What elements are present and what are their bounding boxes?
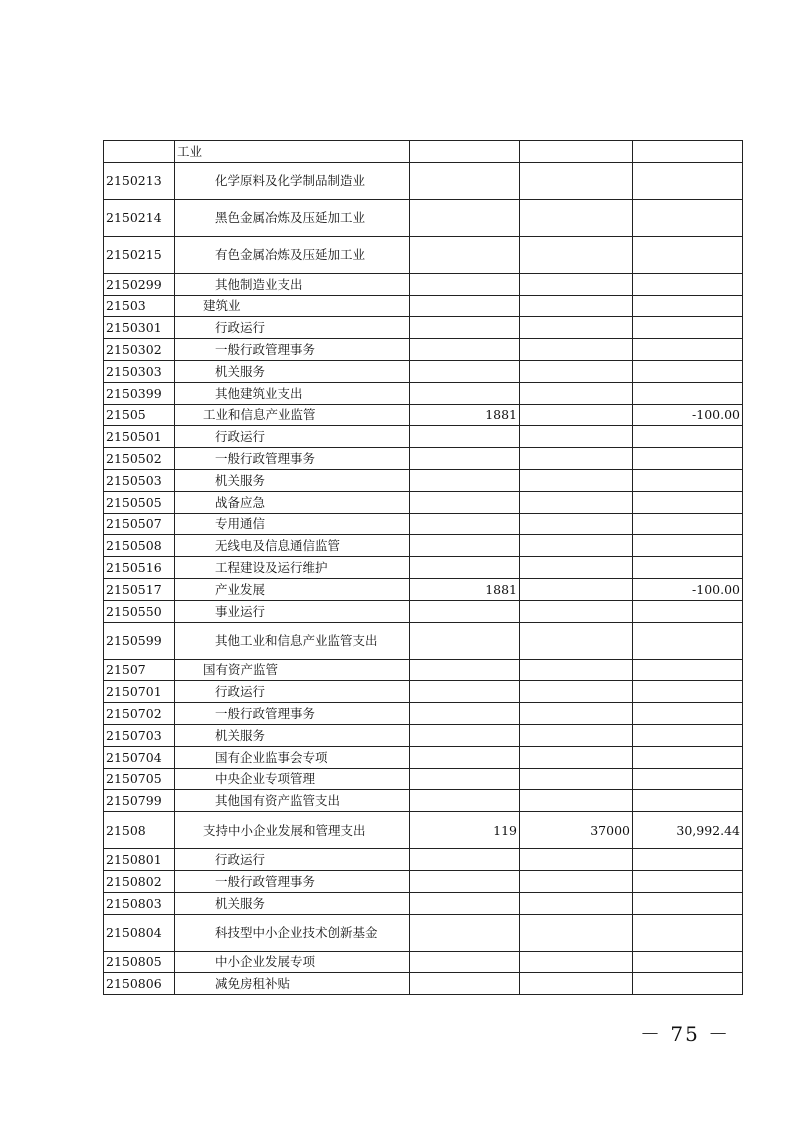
amount-cell-3 <box>633 681 743 703</box>
amount-cell-3 <box>633 622 743 659</box>
amount-cell-1 <box>410 768 520 790</box>
account-name: 行政运行 <box>175 426 410 448</box>
amount-cell-1 <box>410 703 520 725</box>
amount-cell-3 <box>633 849 743 871</box>
account-code: 2150517 <box>104 578 175 600</box>
amount-cell-2 <box>520 914 633 951</box>
account-code: 2150399 <box>104 382 175 404</box>
account-code: 2150804 <box>104 914 175 951</box>
amount-cell-1 <box>410 491 520 513</box>
amount-cell-2 <box>520 870 633 892</box>
amount-cell-2 <box>520 659 633 681</box>
amount-cell-3 <box>633 892 743 914</box>
account-code: 2150803 <box>104 892 175 914</box>
account-code <box>104 141 175 163</box>
amount-cell-3 <box>633 746 743 768</box>
amount-cell-1 <box>410 973 520 995</box>
amount-cell-2 <box>520 426 633 448</box>
account-name: 机关服务 <box>175 724 410 746</box>
amount-cell-2 <box>520 360 633 382</box>
table-row <box>104 951 743 973</box>
account-code: 2150802 <box>104 870 175 892</box>
account-name: 化学原料及化学制品制造业 <box>175 162 410 199</box>
account-code: 2150705 <box>104 768 175 790</box>
amount-cell-3 <box>633 141 743 163</box>
amount-cell-1 <box>410 317 520 339</box>
account-code: 2150301 <box>104 317 175 339</box>
account-name: 工程建设及运行维护 <box>175 557 410 579</box>
amount-cell-1 <box>410 513 520 535</box>
amount-cell-2 <box>520 317 633 339</box>
amount-cell-3 <box>633 973 743 995</box>
account-code: 2150505 <box>104 491 175 513</box>
account-code: 2150704 <box>104 746 175 768</box>
table-row <box>104 295 743 317</box>
amount-cell-2 <box>520 600 633 622</box>
amount-cell-1: 119 <box>410 812 520 849</box>
account-name: 一般行政管理事务 <box>175 448 410 470</box>
account-code: 2150508 <box>104 535 175 557</box>
account-code: 2150213 <box>104 162 175 199</box>
amount-cell-1 <box>410 382 520 404</box>
account-name: 行政运行 <box>175 317 410 339</box>
amount-cell-1 <box>410 659 520 681</box>
table-row <box>104 892 743 914</box>
amount-cell-3: -100.00 <box>633 404 743 426</box>
table-row <box>104 659 743 681</box>
account-code: 2150701 <box>104 681 175 703</box>
table-row <box>104 703 743 725</box>
amount-cell-3 <box>633 870 743 892</box>
account-code: 21508 <box>104 812 175 849</box>
amount-cell-1 <box>410 951 520 973</box>
account-name: 行政运行 <box>175 849 410 871</box>
amount-cell-1 <box>410 622 520 659</box>
account-name: 产业发展 <box>175 578 410 600</box>
amount-cell-2 <box>520 295 633 317</box>
amount-cell-1 <box>410 914 520 951</box>
amount-cell-2 <box>520 703 633 725</box>
amount-cell-1 <box>410 870 520 892</box>
table-row <box>104 162 743 199</box>
amount-cell-3 <box>633 273 743 295</box>
amount-cell-1 <box>410 360 520 382</box>
amount-cell-2 <box>520 892 633 914</box>
table-row <box>104 812 743 849</box>
amount-cell-2 <box>520 491 633 513</box>
amount-cell-3 <box>633 557 743 579</box>
account-code: 2150501 <box>104 426 175 448</box>
page-number: － 75 － <box>640 1022 731 1046</box>
table-row <box>104 724 743 746</box>
account-code: 2150214 <box>104 199 175 236</box>
account-name: 国有资产监管 <box>175 659 410 681</box>
amount-cell-1 <box>410 600 520 622</box>
account-code: 21503 <box>104 295 175 317</box>
account-name: 无线电及信息通信监管 <box>175 535 410 557</box>
table-row <box>104 273 743 295</box>
amount-cell-2 <box>520 141 633 163</box>
table-row <box>104 199 743 236</box>
amount-cell-3 <box>633 295 743 317</box>
account-name: 减免房租补贴 <box>175 973 410 995</box>
table-row <box>104 360 743 382</box>
account-name: 建筑业 <box>175 295 410 317</box>
amount-cell-3 <box>633 236 743 273</box>
table-row <box>104 236 743 273</box>
amount-cell-1 <box>410 746 520 768</box>
account-name: 机关服务 <box>175 892 410 914</box>
account-code: 2150516 <box>104 557 175 579</box>
amount-cell-1 <box>410 339 520 361</box>
account-code: 2150702 <box>104 703 175 725</box>
account-name: 机关服务 <box>175 360 410 382</box>
amount-cell-3 <box>633 659 743 681</box>
amount-cell-1 <box>410 892 520 914</box>
table-body <box>104 141 743 995</box>
account-code: 2150550 <box>104 600 175 622</box>
amount-cell-3 <box>633 951 743 973</box>
amount-cell-2 <box>520 162 633 199</box>
amount-cell-3 <box>633 513 743 535</box>
table-row <box>104 141 743 163</box>
amount-cell-3 <box>633 199 743 236</box>
amount-cell-1: 1881 <box>410 404 520 426</box>
amount-cell-2 <box>520 448 633 470</box>
table-row <box>104 513 743 535</box>
amount-cell-3 <box>633 600 743 622</box>
amount-cell-3: -100.00 <box>633 578 743 600</box>
account-name: 专用通信 <box>175 513 410 535</box>
table-row <box>104 469 743 491</box>
account-code: 2150806 <box>104 973 175 995</box>
account-code: 2150507 <box>104 513 175 535</box>
amount-cell-3 <box>633 162 743 199</box>
account-name: 其他国有资产监管支出 <box>175 790 410 812</box>
amount-cell-1 <box>410 469 520 491</box>
table-row <box>104 491 743 513</box>
account-code: 2150805 <box>104 951 175 973</box>
account-name: 黑色金属冶炼及压延加工业 <box>175 199 410 236</box>
table-row <box>104 578 743 600</box>
amount-cell-1 <box>410 535 520 557</box>
account-name: 中央企业专项管理 <box>175 768 410 790</box>
account-name: 战备应急 <box>175 491 410 513</box>
amount-cell-2 <box>520 746 633 768</box>
amount-cell-2 <box>520 724 633 746</box>
table-row <box>104 426 743 448</box>
account-code: 21507 <box>104 659 175 681</box>
amount-cell-2 <box>520 681 633 703</box>
table-row <box>104 973 743 995</box>
table-row <box>104 382 743 404</box>
account-code: 2150303 <box>104 360 175 382</box>
amount-cell-2 <box>520 768 633 790</box>
account-code: 2150799 <box>104 790 175 812</box>
amount-cell-2 <box>520 404 633 426</box>
account-code: 2150302 <box>104 339 175 361</box>
account-name: 工业和信息产业监管 <box>175 404 410 426</box>
amount-cell-3 <box>633 491 743 513</box>
account-code: 2150503 <box>104 469 175 491</box>
amount-cell-2 <box>520 382 633 404</box>
amount-cell-3 <box>633 914 743 951</box>
amount-cell-2 <box>520 578 633 600</box>
amount-cell-1 <box>410 162 520 199</box>
account-name: 中小企业发展专项 <box>175 951 410 973</box>
amount-cell-3: 30,992.44 <box>633 812 743 849</box>
table-row <box>104 535 743 557</box>
amount-cell-3 <box>633 339 743 361</box>
amount-cell-3 <box>633 790 743 812</box>
table-row <box>104 849 743 871</box>
account-name: 一般行政管理事务 <box>175 339 410 361</box>
amount-cell-3 <box>633 535 743 557</box>
amount-cell-1 <box>410 790 520 812</box>
amount-cell-2: 37000 <box>520 812 633 849</box>
amount-cell-3 <box>633 360 743 382</box>
amount-cell-2 <box>520 339 633 361</box>
table-row <box>104 746 743 768</box>
amount-cell-1 <box>410 724 520 746</box>
table-row <box>104 448 743 470</box>
table-row <box>104 870 743 892</box>
amount-cell-3 <box>633 448 743 470</box>
account-code: 2150703 <box>104 724 175 746</box>
amount-cell-2 <box>520 199 633 236</box>
amount-cell-2 <box>520 535 633 557</box>
account-code: 21505 <box>104 404 175 426</box>
amount-cell-1 <box>410 557 520 579</box>
amount-cell-1 <box>410 199 520 236</box>
account-name: 事业运行 <box>175 600 410 622</box>
account-name: 工业 <box>175 141 410 163</box>
account-code: 2150801 <box>104 849 175 871</box>
amount-cell-1 <box>410 426 520 448</box>
amount-cell-3 <box>633 469 743 491</box>
amount-cell-2 <box>520 951 633 973</box>
account-name: 其他建筑业支出 <box>175 382 410 404</box>
table-row <box>104 317 743 339</box>
amount-cell-1 <box>410 681 520 703</box>
account-name: 科技型中小企业技术创新基金 <box>175 914 410 951</box>
amount-cell-2 <box>520 790 633 812</box>
account-name: 其他工业和信息产业监管支出 <box>175 622 410 659</box>
account-name: 一般行政管理事务 <box>175 870 410 892</box>
amount-cell-1 <box>410 448 520 470</box>
amount-cell-1 <box>410 236 520 273</box>
amount-cell-3 <box>633 724 743 746</box>
table-row <box>104 914 743 951</box>
account-name: 支持中小企业发展和管理支出 <box>175 812 410 849</box>
account-name: 有色金属冶炼及压延加工业 <box>175 236 410 273</box>
amount-cell-1: 1881 <box>410 578 520 600</box>
amount-cell-3 <box>633 768 743 790</box>
amount-cell-2 <box>520 513 633 535</box>
amount-cell-1 <box>410 849 520 871</box>
account-code: 2150502 <box>104 448 175 470</box>
budget-table <box>103 140 743 995</box>
amount-cell-3 <box>633 382 743 404</box>
account-code: 2150599 <box>104 622 175 659</box>
amount-cell-2 <box>520 236 633 273</box>
table-row <box>104 768 743 790</box>
amount-cell-2 <box>520 973 633 995</box>
amount-cell-3 <box>633 703 743 725</box>
amount-cell-1 <box>410 295 520 317</box>
account-name: 国有企业监事会专项 <box>175 746 410 768</box>
table-row <box>104 790 743 812</box>
table-row <box>104 404 743 426</box>
account-name: 一般行政管理事务 <box>175 703 410 725</box>
amount-cell-2 <box>520 622 633 659</box>
table-row <box>104 600 743 622</box>
table-row <box>104 557 743 579</box>
amount-cell-2 <box>520 849 633 871</box>
amount-cell-2 <box>520 469 633 491</box>
table-row <box>104 339 743 361</box>
amount-cell-1 <box>410 273 520 295</box>
table-row <box>104 681 743 703</box>
table-row <box>104 622 743 659</box>
amount-cell-3 <box>633 426 743 448</box>
account-code: 2150299 <box>104 273 175 295</box>
amount-cell-3 <box>633 317 743 339</box>
amount-cell-1 <box>410 141 520 163</box>
account-code: 2150215 <box>104 236 175 273</box>
amount-cell-2 <box>520 273 633 295</box>
account-name: 机关服务 <box>175 469 410 491</box>
amount-cell-2 <box>520 557 633 579</box>
account-name: 其他制造业支出 <box>175 273 410 295</box>
account-name: 行政运行 <box>175 681 410 703</box>
